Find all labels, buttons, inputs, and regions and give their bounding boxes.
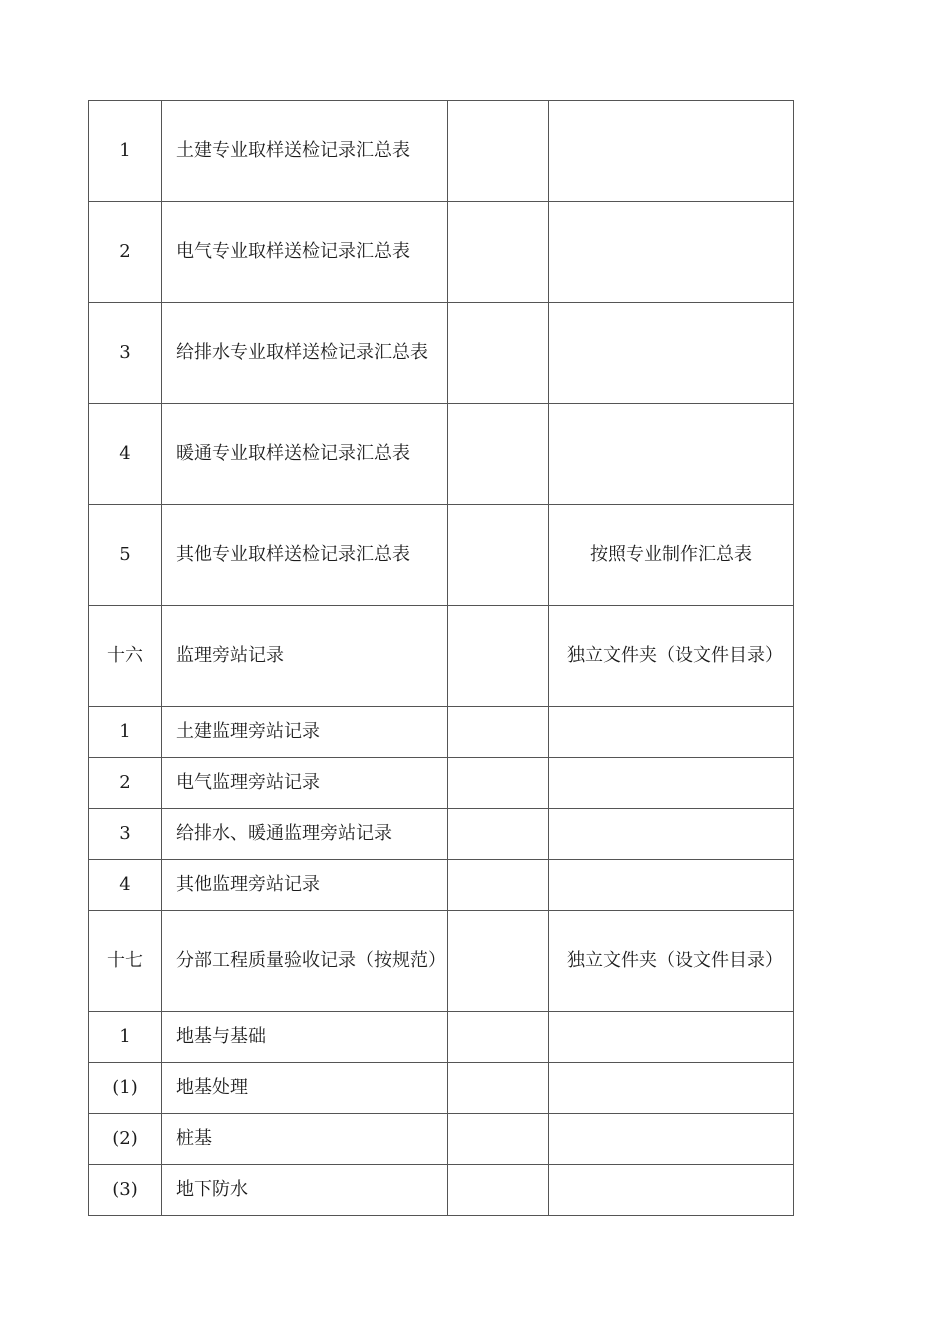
- row-note: [549, 809, 794, 860]
- row-empty-cell: [448, 101, 549, 202]
- records-table-body: [89, 101, 794, 1216]
- row-number: (3): [89, 1165, 162, 1216]
- row-number: 3: [89, 809, 162, 860]
- row-note: [549, 202, 794, 303]
- row-empty-cell: [448, 758, 549, 809]
- row-note: [549, 404, 794, 505]
- row-number: 5: [89, 505, 162, 606]
- row-number: 1: [89, 707, 162, 758]
- row-item-name: 地基处理: [162, 1063, 448, 1114]
- row-number: (2): [89, 1114, 162, 1165]
- row-item-name: 电气专业取样送检记录汇总表: [162, 202, 448, 303]
- row-note: [549, 1165, 794, 1216]
- row-empty-cell: [448, 303, 549, 404]
- row-number: 十七: [89, 911, 162, 1012]
- table-row: [89, 758, 794, 809]
- row-number: (1): [89, 1063, 162, 1114]
- row-item-name: 其他监理旁站记录: [162, 860, 448, 911]
- row-note: [549, 758, 794, 809]
- table-row: [89, 606, 794, 707]
- row-number: 3: [89, 303, 162, 404]
- row-item-name: 给排水、暖通监理旁站记录: [162, 809, 448, 860]
- row-note: [549, 101, 794, 202]
- row-item-name: 土建监理旁站记录: [162, 707, 448, 758]
- table-row: [89, 1114, 794, 1165]
- row-number: 1: [89, 1012, 162, 1063]
- row-number: 2: [89, 202, 162, 303]
- row-empty-cell: [448, 202, 549, 303]
- row-note: 独立文件夹（设文件目录）: [549, 606, 794, 707]
- row-item-name: 地下防水: [162, 1165, 448, 1216]
- table-row: [89, 911, 794, 1012]
- row-empty-cell: [448, 1114, 549, 1165]
- row-number: 1: [89, 101, 162, 202]
- row-item-name: 暖通专业取样送检记录汇总表: [162, 404, 448, 505]
- row-note: 按照专业制作汇总表: [549, 505, 794, 606]
- row-empty-cell: [448, 911, 549, 1012]
- row-note: [549, 1063, 794, 1114]
- row-item-name: 给排水专业取样送检记录汇总表: [162, 303, 448, 404]
- row-empty-cell: [448, 1165, 549, 1216]
- records-table: [88, 100, 794, 1216]
- row-number: 4: [89, 860, 162, 911]
- row-empty-cell: [448, 505, 549, 606]
- row-empty-cell: [448, 809, 549, 860]
- row-note: 独立文件夹（设文件目录）: [549, 911, 794, 1012]
- row-empty-cell: [448, 1063, 549, 1114]
- row-item-name: 桩基: [162, 1114, 448, 1165]
- row-note: [549, 707, 794, 758]
- row-note: [549, 1114, 794, 1165]
- table-row: [89, 809, 794, 860]
- table-row: [89, 101, 794, 202]
- row-empty-cell: [448, 707, 549, 758]
- row-empty-cell: [448, 606, 549, 707]
- row-empty-cell: [448, 1012, 549, 1063]
- row-note: [549, 303, 794, 404]
- row-item-name: 地基与基础: [162, 1012, 448, 1063]
- row-item-name: 电气监理旁站记录: [162, 758, 448, 809]
- table-row: [89, 202, 794, 303]
- table-row: [89, 1012, 794, 1063]
- table-row: [89, 707, 794, 758]
- row-item-name: 土建专业取样送检记录汇总表: [162, 101, 448, 202]
- table-row: [89, 505, 794, 606]
- row-note: [549, 860, 794, 911]
- table-row: [89, 404, 794, 505]
- table-row: [89, 1165, 794, 1216]
- table-row: [89, 1063, 794, 1114]
- row-number: 4: [89, 404, 162, 505]
- row-item-name: 监理旁站记录: [162, 606, 448, 707]
- row-item-name: 分部工程质量验收记录（按规范）: [162, 911, 448, 1012]
- row-empty-cell: [448, 860, 549, 911]
- row-number: 2: [89, 758, 162, 809]
- table-row: [89, 303, 794, 404]
- row-item-name: 其他专业取样送检记录汇总表: [162, 505, 448, 606]
- row-note: [549, 1012, 794, 1063]
- row-number: 十六: [89, 606, 162, 707]
- row-empty-cell: [448, 404, 549, 505]
- table-row: [89, 860, 794, 911]
